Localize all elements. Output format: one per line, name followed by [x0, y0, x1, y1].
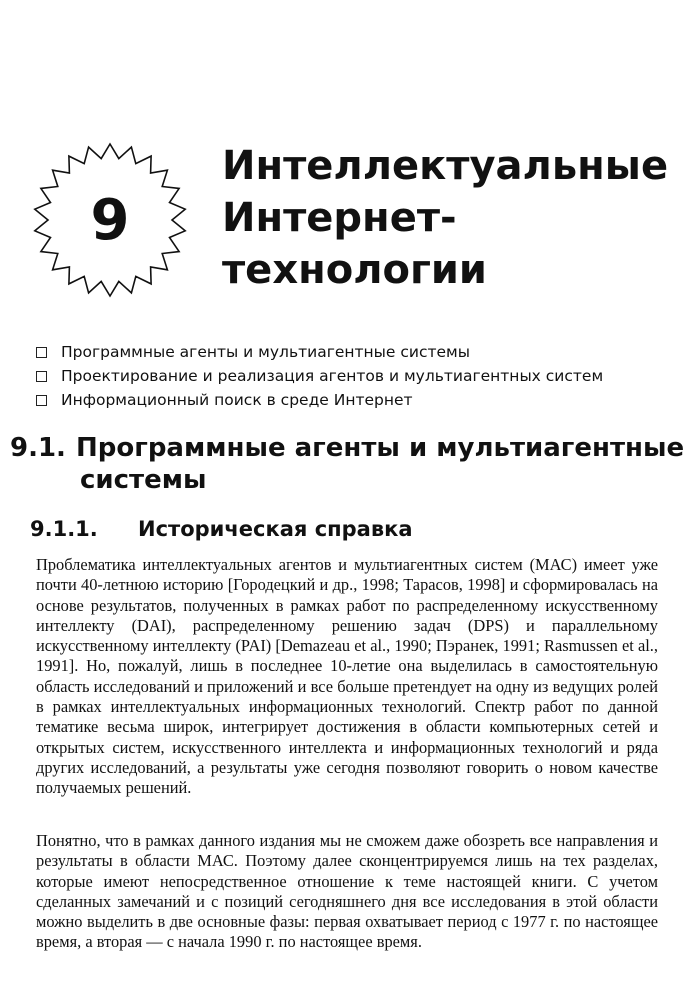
contents-item-label: Информационный поиск в среде Интернет [61, 391, 413, 409]
contents-item [36, 388, 676, 412]
contents-item [36, 364, 676, 388]
chapter-title [222, 140, 682, 296]
chapter-title-line-2: Интернет- [222, 195, 457, 241]
chapter-title-line-3: технологии [222, 247, 487, 293]
section-number: 9.1. [10, 433, 66, 463]
checkbox-bullet-icon [36, 347, 47, 358]
chapter-title-line-1: Интеллектуальные [222, 143, 669, 189]
section-title-line-1: Программные агенты и мультиагентные [76, 433, 685, 463]
checkbox-bullet-icon [36, 371, 47, 382]
contents-item-label: Проектирование и реализация агентов и мультиагентных систем [61, 367, 604, 385]
body-text [36, 555, 658, 953]
section-heading [10, 432, 690, 496]
chapter-contents-list [36, 340, 676, 412]
contents-item-label: Программные агенты и мультиагентные системы [61, 343, 470, 361]
paragraph: Понятно, что в рамках данного издания мы не сможем даже обозреть все направления и результаты в области МАС. Поэтому далее сконцентрируемся лишь на тех разделах, которые имеют непосредственное отношение к теме настоящей книги. С учетом сделанных замечаний и с позиций сегодняшнего дня все исследования в этой области можно выделить в две основные фазы: первая охватывает период с 1977 г. по настоящее время, а вторая — с начала 1990 г. по настоящее время. [36, 831, 658, 952]
chapter-number: 9 [90, 187, 130, 253]
subsection-heading [30, 515, 670, 543]
subsection-title: Историческая справка [138, 517, 413, 541]
section-title-line-2: системы [80, 465, 207, 495]
subsection-number: 9.1.1. [30, 517, 98, 541]
paragraph: Проблематика интеллектуальных агентов и мультиагентных систем (МАС) имеет уже почти 40-летнюю историю [Городецкий и др., 1998; Тарасов, 1998] и сформировалась на основе результатов, полученных в рамках работ по распределенному искусственному интеллекту (DAI), распределенному решению задач (DPS) и параллельному искусственному интеллекту (PAI) [Demazeau et al., 1990; Пэранек, 1991; Rasmussen et al., 1991]. Но, пожалуй, лишь в последнее 10-летие она выделилась в самостоятельную область исследований и приложений и все больше претендует на одну из ведущих ролей в рамках интеллектуальных информационных технологий. Спектр работ по данной тематике весьма широк, интегрирует достижения в области компьютерных сетей и открытых систем, искусственного интеллекта и информационных технологий и ряда других исследований, а результаты уже сегодня позволяют говорить о новом качестве получаемых решений. [36, 555, 658, 798]
checkbox-bullet-icon [36, 395, 47, 406]
contents-item [36, 340, 676, 364]
